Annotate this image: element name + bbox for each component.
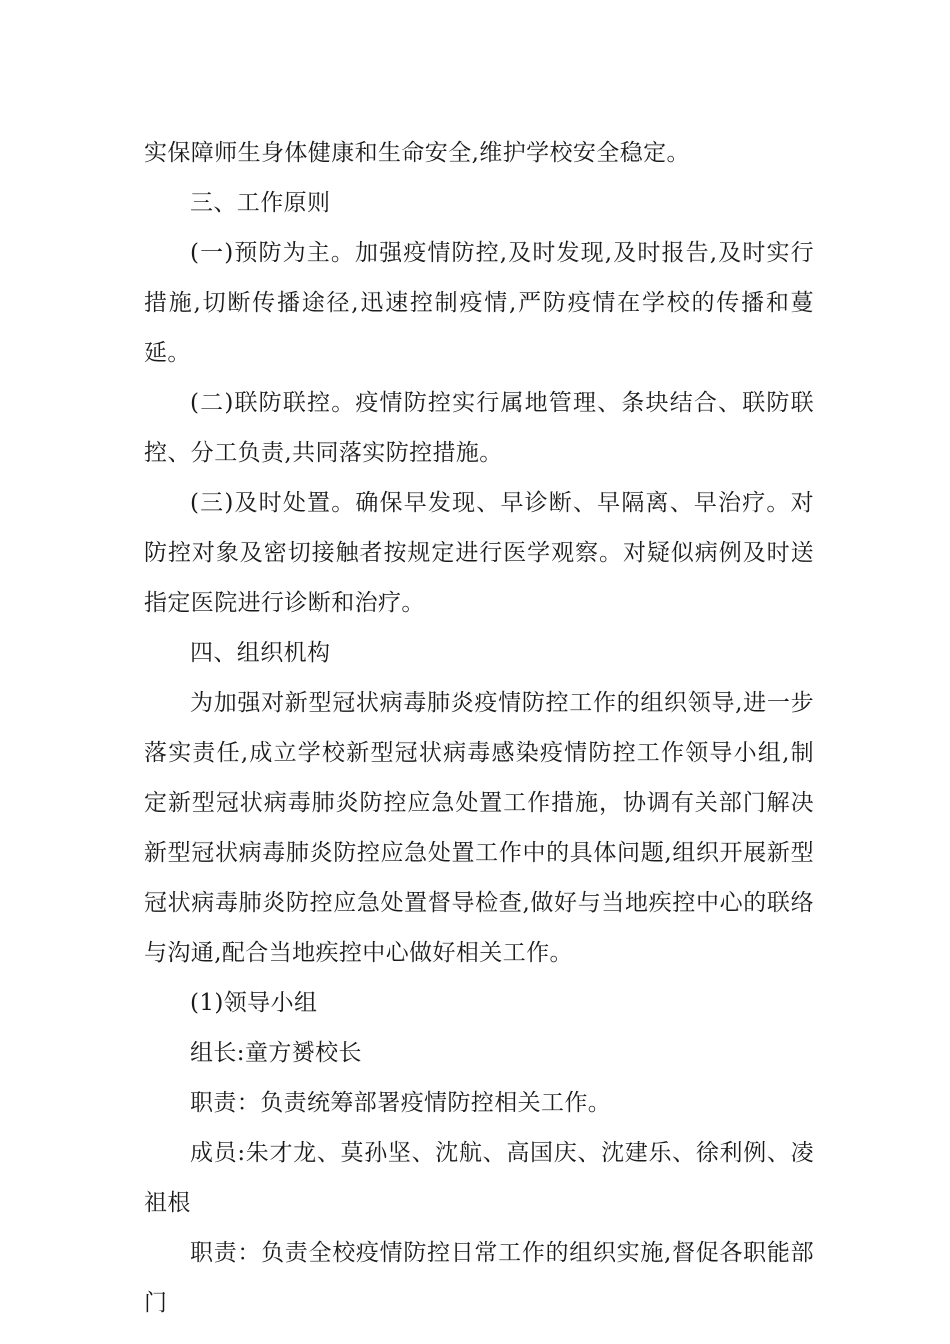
document-body	[144, 128, 814, 1328]
paragraph-members: 成员:朱才龙、莫孙坚、沈航、高国庆、沈建乐、徐利例、凌祖根	[144, 1140, 814, 1216]
section-heading-work-principles: 三、工作原则	[190, 190, 331, 216]
paragraph-organization-description: 为加强对新型冠状病毒肺炎疫情防控工作的组织领导,进一步落实责任,成立学校新型冠状病毒感染疫情防控工作领导小组,制定新型冠状病毒肺炎防控应急处置工作措施，协调有关部门解决新型冠状病毒肺炎防控应急处置工作中的具体问题,组织开展新型冠状病毒肺炎防控应急处置督导检查,做好与当地疾控中心的联络与沟通,配合当地疾控中心做好相关工作。	[144, 690, 814, 966]
subheading-leadership-group: (1)领导小组	[190, 990, 318, 1016]
paragraph-member-duties: 职责：负责全校疫情防控日常工作的组织实施,督促各职能部门	[144, 1240, 814, 1316]
paragraph-timely-handling: (三)及时处置。确保早发现、早诊断、早隔离、早治疗。对防控对象及密切接触者按规定进行医学观察。对疑似病例及时送指定医院进行诊断和治疗。	[144, 490, 814, 616]
paragraph-leader-duties: 职责：负责统筹部署疫情防控相关工作。	[190, 1090, 612, 1116]
section-heading-organization: 四、组织机构	[190, 640, 331, 666]
paragraph-prevention-first: (一)预防为主。加强疫情防控,及时发现,及时报告,及时实行措施,切断传播途径,迅速控制疫情,严防疫情在学校的传播和蔓延。	[144, 240, 814, 366]
paragraph-continuation: 实保障师生身体健康和生命安全,维护学校安全稳定。	[144, 140, 690, 166]
paragraph-group-leader: 组长:童方赟校长	[190, 1040, 362, 1066]
paragraph-joint-control: (二)联防联控。疫情防控实行属地管理、条块结合、联防联控、分工负责,共同落实防控措施。	[144, 390, 814, 466]
